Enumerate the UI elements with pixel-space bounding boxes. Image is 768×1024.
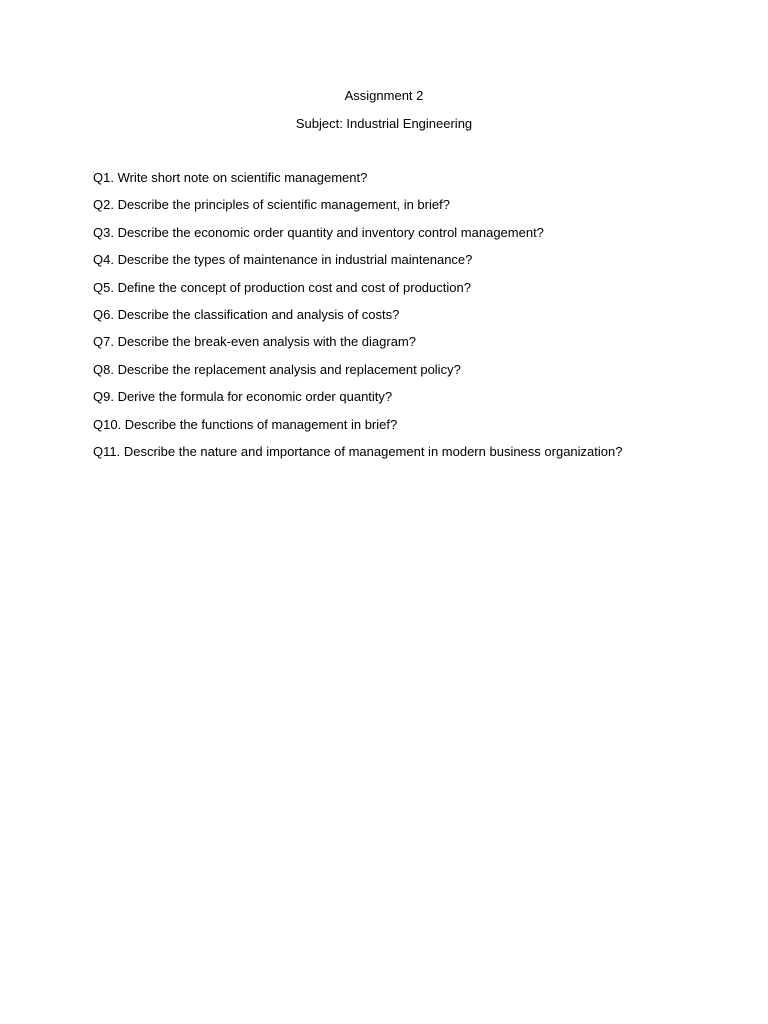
question-item-10: Q10. Describe the functions of management in brief? xyxy=(93,416,398,432)
question-item-9: Q9. Derive the formula for economic order quantity? xyxy=(93,389,393,405)
question-item-8: Q8. Describe the replacement analysis and replacement policy? xyxy=(93,361,461,377)
document-subtitle: Subject: Industrial Engineering xyxy=(295,116,473,131)
question-item-6: Q6. Describe the classification and analysis of costs? xyxy=(93,306,400,322)
question-item-1: Q1. Write short note on scientific management? xyxy=(93,170,368,185)
question-item-11: Q11. Describe the nature and importance of management in modern business organization? xyxy=(93,443,623,459)
document-title: Assignment 2 xyxy=(344,88,424,103)
question-item-7: Q7. Describe the break-even analysis with the diagram? xyxy=(93,334,416,350)
question-item-5: Q5. Define the concept of production cost and cost of production? xyxy=(93,279,471,295)
question-item-3: Q3. Describe the economic order quantity and inventory control management? xyxy=(93,224,544,240)
question-list xyxy=(93,170,733,471)
question-item-2: Q2. Describe the principles of scientific management, in brief? xyxy=(93,197,450,213)
question-item-4: Q4. Describe the types of maintenance in industrial maintenance? xyxy=(93,252,473,268)
